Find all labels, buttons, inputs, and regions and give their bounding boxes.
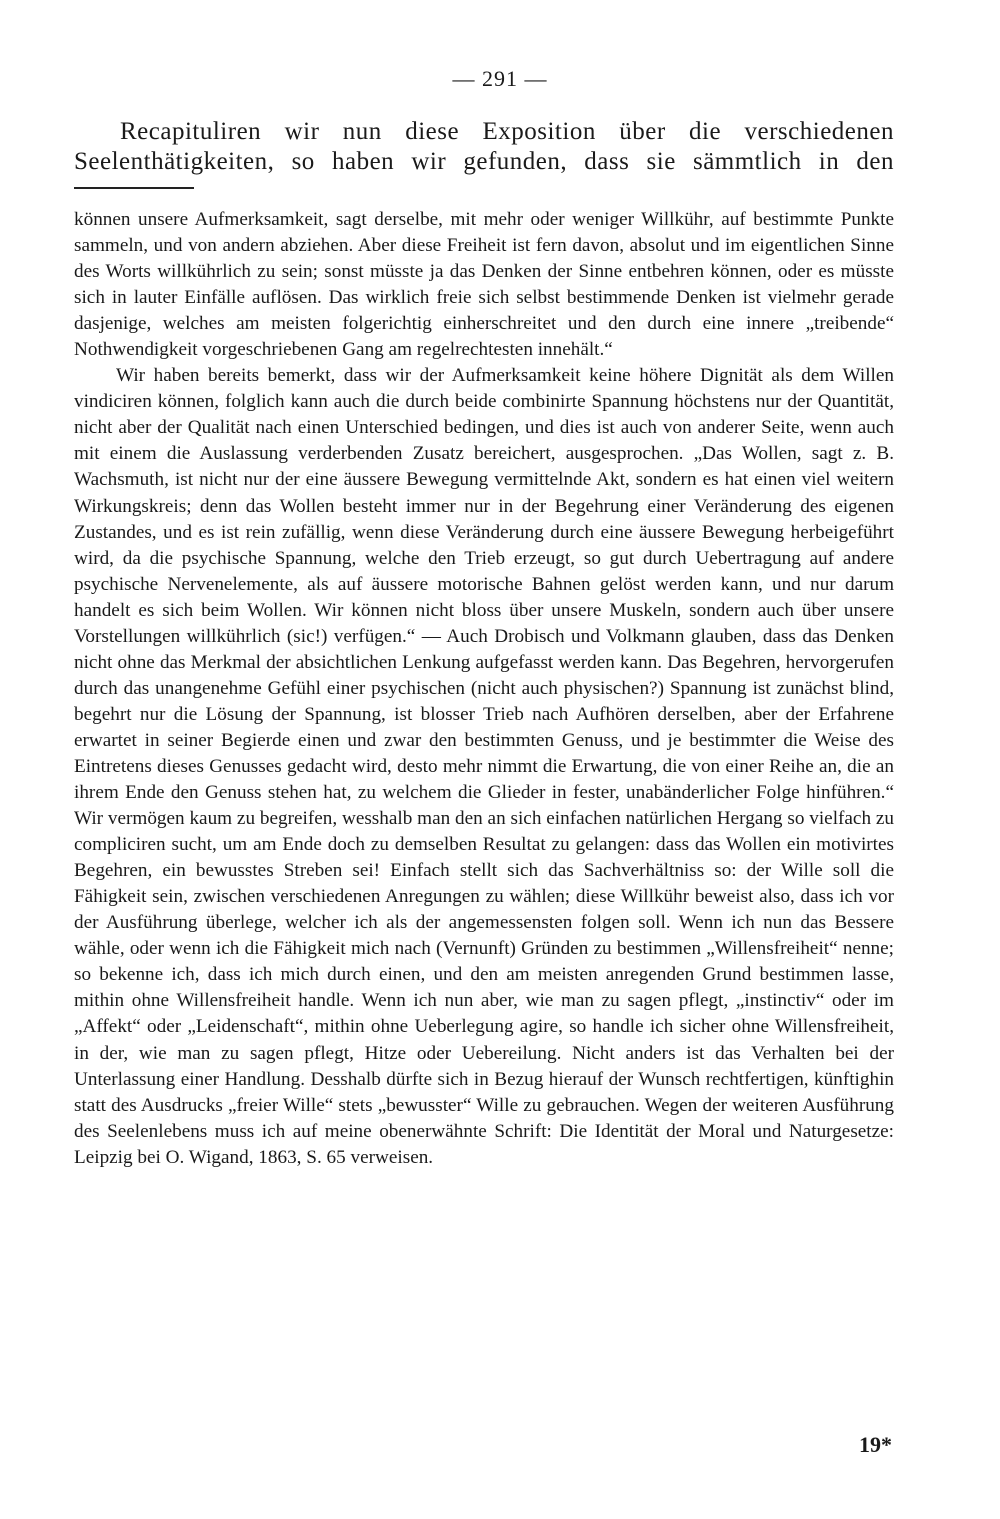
main-text-paragraph bbox=[74, 117, 894, 177]
footnote-paragraph-1: können unsere Aufmerksamkeit, sagt derselbe, mit mehr oder weniger Willkühr, auf bestimmte Punkte sammeln, und von andern abziehen. Aber diese Freiheit ist fern davon, absolut und im eigentlichen Sinne des Worts willkührlich zu sein; sonst müsste ja das Denken der Sinne entbehren können, oder es müsste sich in lauter Einfälle auflösen. Das wirklich freie sich selbst bestimmende Denken ist vielmehr gerade dasjenige, welches am meisten folgerichtig einherschreitet und den durch eine innere „treibende“ Nothwendigkeit vorgeschriebenen Gang am regelrechtesten innehält.“ bbox=[74, 209, 894, 361]
main-text-content: Recapituliren wir nun diese Exposition über die verschiedenen Seelenthätigkeiten, so haben wir gefunden, dass sie sämmtlich in den bbox=[74, 118, 894, 175]
page-number: — 291 — bbox=[452, 66, 548, 91]
footnote-separator bbox=[74, 187, 194, 189]
footnote-paragraph-2: Wir haben bereits bemerkt, dass wir der Aufmerksamkeit keine höhere Dignität als dem Willen vindiciren können, folglich kann auch die durch beide combinirte Spannung höchstens nur der Quantität, nicht aber der Qualität nach einen Unterschied bedingen, und dies ist auch von anderer Seite, wenn auch mit einem die Auslassung verderbenden Zusatz bereichert, ausgesprochen. „Das Wollen, sagt z. B. Wachsmuth, ist nicht nur der eine äussere Bewegung vermittelnde Akt, sondern es hat einen viel weitern Wirkungskreis; denn das Wollen besteht immer nur in der Begehrung einer Veränderung des eigenen Zustandes, und es ist rein zufällig, wenn diese Veränderung durch eine äussere Bewegung herbeigeführt wird, da die psychische Spannung, welche den Trieb erzeugt, so gut durch Uebertragung auf andere psychische Nervenelemente, als auf äussere motorische Bahnen gelöst werden kann, und nur darum handelt es sich beim Wollen. Wir können nicht bloss über unsere Muskeln, sondern auch über unsere Vorstellungen willkührlich (sic!) verfügen.“ — Auch Drobisch und Volkmann glauben, dass das Denken nicht ohne das Merkmal der absichtlichen Lenkung aufgefasst werden kann. Das Begehren, hervorgerufen durch das unangenehme Gefühl einer psychischen (nicht auch physischen?) Spannung ist zunächst blind, begehrt nur die Lösung der Spannung, ist blosser Trieb nach Aufhören derselben, aber der Erfahrene erwartet in seiner Begierde einen und zwar den bestimmten Genuss, und je bestimmter die Weise des Eintretens dieses Genusses gedacht wird, desto mehr nimmt die Erwartung, die von einer Reihe an, die an ihrem Ende den Genuss stehen hat, zu welchem die Glieder in fester, unabänderlicher Folge hinführen.“ Wir vermögen kaum zu begreifen, wesshalb man den an sich einfachen natürlichen Hergang so vielfach zu compliciren sucht, um am Ende doch zu demselben Resultat zu gelangen: dass das Wollen ein motivirtes Begehren, ein bewusstes Streben sei! Einfach stellt sich das Sachverhältniss so: der Wille soll die Fähigkeit sein, zwischen verschiedenen Anregungen zu wählen; diese Willkühr beweist also, dass ich vor der Ausführung überlege, welcher ich als der angemessensten folgen soll. Wenn ich nun das Bessere wähle, oder wenn ich die Fähigkeit mich nach (Vernunft) Gründen zu bestimmen „Willensfreiheit“ nenne; so bekenne ich, dass ich mich durch einen, und den am meisten anregenden Grund bestimmen lasse, mithin ohne Willensfreiheit handle. Wenn ich nun aber, wie man zu sagen pflegt, „instinctiv“ oder im „Affekt“ oder „Leidenschaft“, mithin ohne Ueberlegung agire, so handle ich sicher ohne Willensfreiheit, in der, wie man zu sagen pflegt, Hitze oder Uebereilung. Nicht anders ist das Verhalten bei der Unterlassung einer Handlung. Desshalb dürfte sich in Bezug hierauf der Wunsch rechtfertigen, künftighin statt des Ausdrucks „freier Wille“ stets „bewusster“ Wille zu gebrauchen. Wegen der weiteren Ausführung des Seelenlebens muss ich auf meine obenerwähnte Schrift: Die Identität der Moral und Naturgesetze: Leipzig bei O. Wigand, 1863, S. 65 verweisen. bbox=[74, 365, 894, 1168]
signature-mark: 19* bbox=[859, 1432, 892, 1457]
footnote-block bbox=[74, 207, 894, 1171]
